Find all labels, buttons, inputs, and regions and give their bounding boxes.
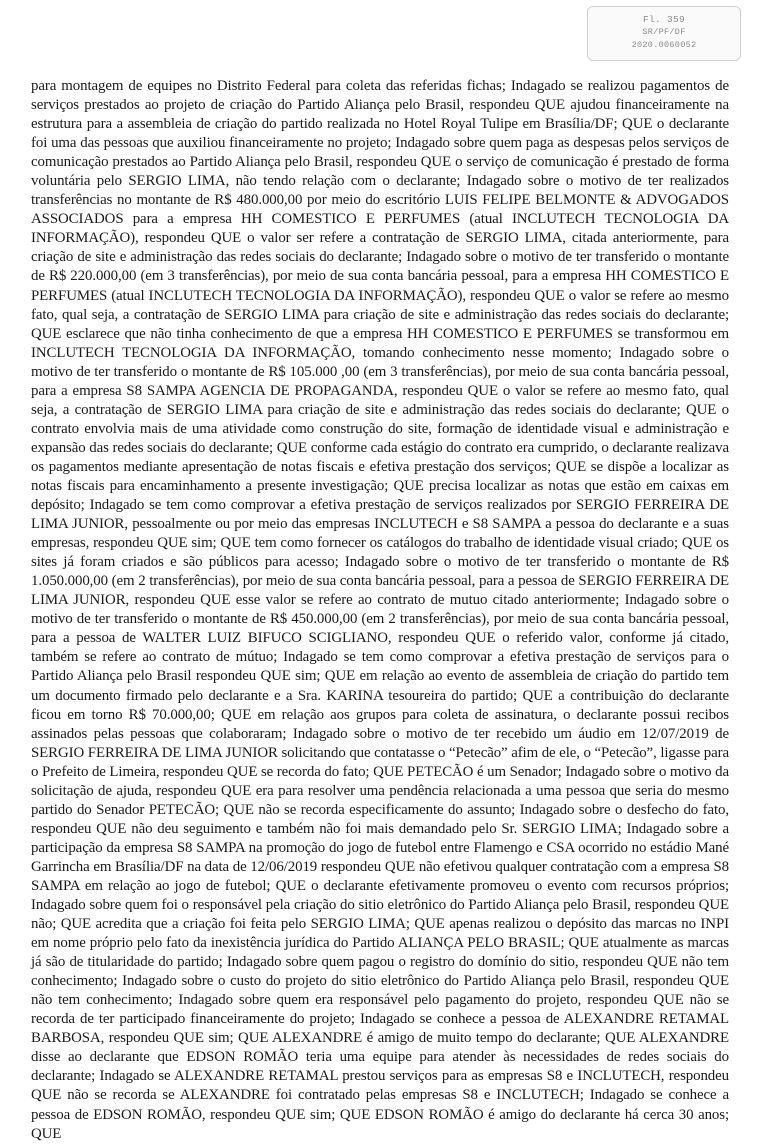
protocol-stamp [587, 6, 741, 61]
stamp-folio: Fl. 359 [642, 14, 685, 25]
stamp-number: 2020.0060052 [631, 40, 697, 50]
testimony-body-text: para montagem de equipes no Distrito Federal para coleta das referidas fichas; Indagado se realizou pagamentos de serviços prestados ao projeto de criação do Partido Aliança pelo Brasil, respondeu QUE ajudou financeiramente na estrutura para a assembleia de criação do partido realizada no Hotel Royal Tulipe em Brasília/DF; QUE o declarante foi uma das pessoas que auxiliou financeiramente no projeto; Indagado sobre quem paga as despesas pelos serviços de comunicação prestados ao Partido Aliança pelo Brasil, respondeu QUE o serviço de comunicação é prestado de forma voluntária pelo SERGIO LIMA, não tendo relação com o declarante; Indagado sobre o motivo de ter realizados transferências no montante de R$ 480.000,00 por meio do escritório LUIS FELIPE BELMONTE & ADVOGADOS ASSOCIADOS para a empresa HH COMESTICO E PERFUMES (atual INCLUTECH TECNOLOGIA DA INFORMAÇÃO), respondeu QUE o valor ser refere a contratação de SERGIO LIMA, citada anteriormente, para criação de site e administração das redes sociais do declarante; Indagado sobre o motivo de ter transferido o montante de R$ 220.000,00 (em 3 transferências), por meio de sua conta bancária pessoal, para a empresa HH COMESTICO E PERFUMES (atual INCLUTECH TECNOLOGIA DA INFORMAÇÃO), respondeu QUE o valor se refere ao mesmo fato, qual seja, a contratação de SERGIO LIMA para criação de site e administração das redes sociais do declarante; QUE esclarece que não tinha conhecimento de que a empresa HH COMESTICO E PERFUMES se transformou em INCLUTECH TECNOLOGIA DA INFORMAÇÃO, tomando conhecimento nesse momento; Indagado sobre o motivo de ter transferido o montante de R$ 105.000 ,00 (em 3 transferências), por meio de sua conta bancária pessoal, para a empresa S8 SAMPA AGENCIA DE PROPAGANDA, respondeu QUE o valor se refere ao mesmo fato, qual seja, a contratação de SERGIO LIMA para criação de site e administração das redes sociais do declarante; QUE o contrato envolvia mais de uma atividade como construção do site, formação de identidade visual e administração e expansão das redes sociais do declarante; QUE conforme cada estágio do contrato era cumprido, o declarante realizava os pagamentos mediante apresentação de notas fiscais e efetiva prestação dos serviços; QUE se dispõe a localizar as notas fiscais para encaminhamento a presente investigação; QUE precisa localizar as notas que estão em caixas em depósito; Indagado se tem como comprovar a efetiva prestação de serviços realizados por SERGIO FERREIRA DE LIMA JUNIOR, pessoalmente ou por meio das empresas INCLUTECH e S8 SAMPA a pessoa do declarante e a suas empresas, respondeu QUE sim; QUE tem como fornecer os catálogos do trabalho de identidade visual criado; QUE os sites já foram criados e são públicos para acesso; Indagado sobre o motivo de ter transferido o montante de R$ 1.050.000,00 (em 2 transferências), por meio de sua conta bancária pessoal, para a pessoa de SERGIO FERREIRA DE LIMA JUNIOR, respondeu QUE esse valor se refere ao contrato de mutuo citado anteriormente; Indagado sobre o motivo de ter transferido o montante de R$ 450.000,00 (em 2 transferências), por meio de sua conta bancária pessoal, para a pessoa de WALTER LUIZ BIFUCO SCIGLIANO, respondeu QUE o referido valor, conforme já citado, também se refere ao contrato de mútuo; Indagado se tem como comprovar a efetiva prestação de serviços para o Partido Aliança pelo Brasil respondeu QUE sim; QUE em relação ao evento de assembleia de criação do partido tem um documento firmado pelo declarante e a Sra. KARINA tesoureira do partido; QUE a contribuição do declarante ficou em torno R$ 70.000,00; QUE em relação aos grupos para coleta de assinatura, o declarante possui recibos assinados pelas pessoas que colaboraram; Indagado sobre o motivo de ter recebido um áudio em 12/07/2019 de SERGIO FERREIRA DE LIMA JUNIOR solicitando que contatasse o “Petecão” afim de ele, o “Petecão”, ligasse para o Prefeito de Limeira, respondeu QUE se recorda do fato; QUE PETECÃO é um Senador; Indagado sobre o motivo da solicitação de ajuda, respondeu QUE era para resolver uma pendência relacionada a uma pessoa que seria do mesmo partido do Senador PETECÃO; QUE não se recorda especificamente do assunto; Indagado sobre o desfecho do fato, respondeu QUE não deu seguimento e também não foi mais demandado pelo Sr. SERGIO LIMA; Indagado sobre a participação da empresa S8 SAMPA na promoção do jogo de futebol entre Flamengo e CSA ocorrido no estádio Mané Garrincha em Brasília/DF na data de 12/06/2019 respondeu QUE não efetivou qualquer contratação com a empresa S8 SAMPA em relação ao jogo de futebol; QUE o declarante efetivamente promoveu o evento com recursos próprios; Indagado sobre quem foi o responsável pela criação do sitio eletrônico do Partido Aliança pelo Brasil, respondeu QUE não; QUE acredita que a criação foi feita pelo SERGIO LIMA; QUE apenas realizou o depósito das marcas no INPI em nome próprio pelo fato da inexistência jurídica do Partido ALIANÇA PELO BRASIL; QUE atualmente as marcas já são de titularidade do partido; Indagado sobre quem pagou o registro do domínio do sitio, respondeu QUE não tem conhecimento; Indagado sobre o custo do projeto do sitio eletrônico do Partido Aliança pelo Brasil, respondeu QUE não tem conhecimento; Indagado sobre quem era responsável pelo pagamento do projeto, respondeu QUE não se recorda de ter participado financeiramente do projeto; Indagado se conhece a pessoa de ALEXANDRE RETAMAL BARBOSA, respondeu QUE sim; QUE ALEXANDRE é amigo de muito tempo do declarante; QUE ALEXANDRE disse ao declarante que EDSON ROMÃO teria uma equipe para atender às necessidades de redes sociais do declarante; Indagado se ALEXANDRE RETAMAL prestou serviços para as empresas S8 e INCLUTECH, respondeu QUE não se recorda se ALEXANDRE foi contratado pelas empresas S8 e INCLUTECH; Indagado se conhece a pessoa de EDSON ROMÃO, respondeu QUE sim; QUE EDSON ROMÃO é amigo do declarante há cerca 30 anos; QUE [31, 78, 729, 1142]
stamp-office: SR/PF/DF [642, 27, 686, 37]
